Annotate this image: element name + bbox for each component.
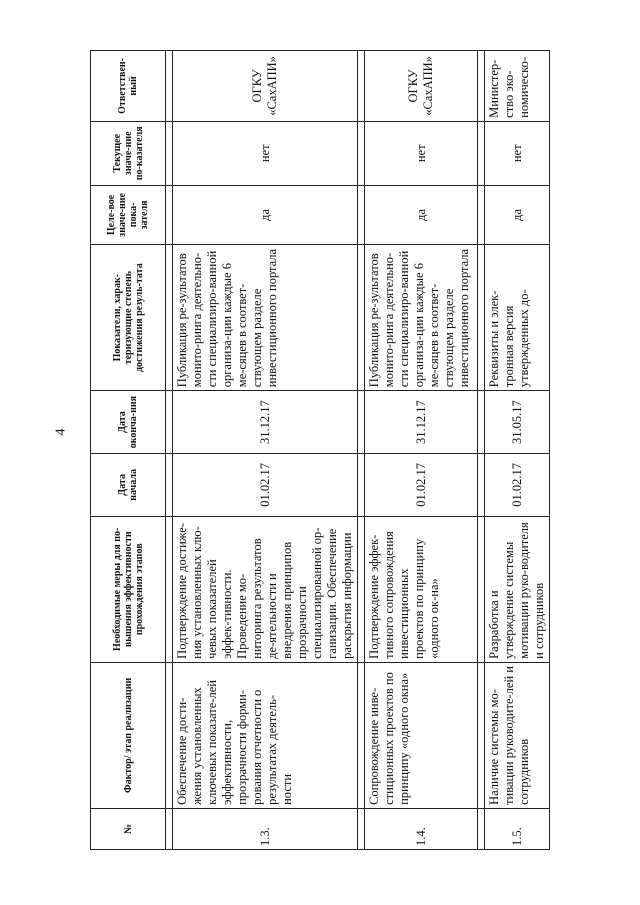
cell-target: да xyxy=(485,185,550,244)
cell-indicator: Публикация ре-зультатов монито-ринга деятельно-сти специализиро-ванной организа-ции каждые 6 ме-сяцев в соответ-ствующем разделе инвестиционного портала xyxy=(173,245,358,391)
cell-factor: Сопровождение инве-стиционных проектов по принципу «одного окна» xyxy=(365,662,478,808)
measures-table xyxy=(90,50,550,850)
header-end: Дата оконча-ния xyxy=(91,391,166,454)
table-gap-row xyxy=(478,51,485,850)
table-gap-row xyxy=(358,51,365,850)
cell-responsible: ОГКУ «СахАПИ» xyxy=(173,51,358,122)
table-row xyxy=(173,51,358,850)
cell-num: 1.3. xyxy=(173,808,358,849)
cell-measures: Подтверждение достиже-ния установленных клю-чевых показателей эффек-тивности. Проведение мо-ниторинга результатов де-ятельности и внедрения принципов прозрачности специализированной ор-ганизации. Обеспечение раскрытия информации xyxy=(173,516,358,662)
cell-end: 31.12.17 xyxy=(365,391,478,454)
header-target: Целе-вое значе-ние пока-зателя xyxy=(91,185,166,244)
rotated-sheet xyxy=(90,50,550,850)
table-gap-row xyxy=(166,51,173,850)
page-number: 4 xyxy=(53,428,69,436)
table-header-row xyxy=(91,51,166,850)
cell-end: 31.12.17 xyxy=(173,391,358,454)
cell-current: нет xyxy=(485,121,550,185)
cell-num: 1.5. xyxy=(485,808,550,849)
header-indicator: Показатели, харак-теризующие степень достижения резуль-тата xyxy=(91,245,166,391)
table-container xyxy=(90,50,550,850)
cell-responsible: ОГКУ «СахАПИ» xyxy=(365,51,478,122)
cell-start: 01.02.17 xyxy=(173,453,358,516)
cell-current: нет xyxy=(173,121,358,185)
cell-indicator: Реквизиты и элек-тронная версия утвержденных до- xyxy=(485,245,550,391)
cell-responsible: Министер-ство эко-номическо- xyxy=(485,51,550,122)
cell-current: нет xyxy=(365,121,478,185)
header-start: Дата начала xyxy=(91,453,166,516)
header-factor: Фактор/ этап реализации xyxy=(91,662,166,808)
table-row xyxy=(485,51,550,850)
cell-indicator: Публикация ре-зультатов монито-ринга деятельно-сти специализиро-ванной организа-ции каждые 6 ме-сяцев в соответ-ствующем разделе инвестиционного портала xyxy=(365,245,478,391)
cell-factor: Наличие системы мо-тивации руководите-лей и сотрудников xyxy=(485,662,550,808)
cell-factor: Обеспечение дости-жения установленных ключевых показате-лей эффективности, прозрачности форми-рования отчетности о результатах деятель-ности xyxy=(173,662,358,808)
header-responsible: Ответствен-ный xyxy=(91,51,166,122)
cell-end: 31.05.17 xyxy=(485,391,550,454)
header-measures: Необходимые меры для по-вышения эффективности прохождения этапов xyxy=(91,516,166,662)
cell-measures: Подтверждение эффек-тивного сопровождения инвестиционных проектов по принципу «одного ок-на» xyxy=(365,516,478,662)
cell-num: 1.4. xyxy=(365,808,478,849)
cell-target: да xyxy=(365,185,478,244)
header-current: Текущее значе-ние по-казателя xyxy=(91,121,166,185)
cell-start: 01.02.17 xyxy=(365,453,478,516)
cell-measures: Разработка и утверждение системы мотивации руко-водителя и сотрудников xyxy=(485,516,550,662)
header-num: № xyxy=(91,808,166,849)
table-row xyxy=(365,51,478,850)
cell-target: да xyxy=(173,185,358,244)
cell-start: 01.02.17 xyxy=(485,453,550,516)
